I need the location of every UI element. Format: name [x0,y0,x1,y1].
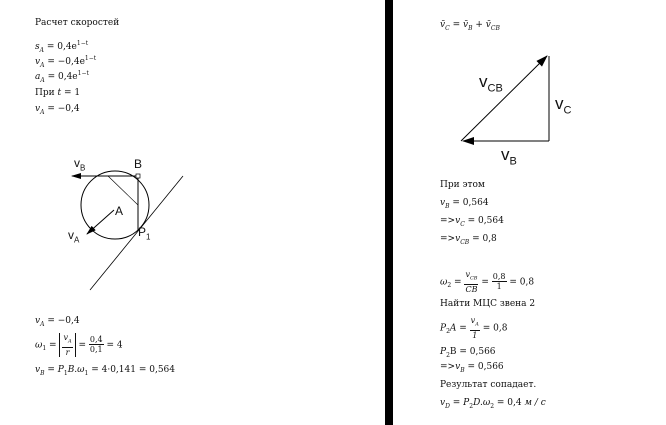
va-symbol: v [35,104,41,114]
omega2-equation: $\omega_2$ = $\frac{v_{CB}}{CB}$ = $\frac{0,8}{1}$ = 0,8 [440,270,535,294]
vb-equation: $v_B = 0,564$ [440,198,489,210]
va-rhs: = −0,4 [47,104,80,114]
label-a: A [115,204,124,218]
lower-va-line: $v_A = -0,4$ [35,316,80,328]
find-mcs-heading: Найти МЦС звена 2 [440,299,536,309]
eq-a-rhs: = 0,4e [47,72,78,82]
velocity-triangle [393,0,666,425]
eq-a-sub: A [40,76,45,84]
eq-s-symbol: s [35,42,40,52]
label-va: $v_A$ [68,228,80,245]
label-vb: $v_B$ [74,156,86,173]
label-vc: $v_C$ [555,94,572,117]
vb-line: $v_B = P_1B.\omega_1 = 4\cdot 0,141 = 0,564$ [35,365,176,377]
eq-s-sup: 1−t [76,40,89,47]
link-line [108,176,138,205]
label-vcb: $v_{CB}$ [479,72,503,95]
p2a-equation: $P_2A$ = $\frac{v_A}{1}$ = 0,8 [440,316,508,340]
eq-s-sub: A [39,46,44,54]
section-title: Расчет скоростей [35,18,120,28]
eq-v-sup: 1−t [84,55,97,62]
result-text: Результат сопадает. [440,380,537,390]
vd-equation: $v_D = P_2D.\omega_2 = 0,4$ м / с [440,398,546,410]
label-b: B [134,157,143,171]
when-var: t [57,88,62,98]
when-value: = 1 [63,88,81,98]
inclined-surface [90,176,183,290]
va-sub: A [40,108,45,116]
va-arrow [87,210,114,234]
eq-s-rhs: = 0,4e [46,42,77,52]
p2b-equation: $P_2B = 0,566$ [440,347,496,359]
omega1-abs: $\frac{v_A}{r}$ [59,333,75,357]
vector-equation: $v̄_C$ = $v̄_B$ + $v̄_{CB}$ [440,20,500,32]
eq-a-symbol: a [35,72,41,82]
with-this-label: При этом [440,180,485,190]
when-label: При [35,88,55,98]
right-page [393,0,666,425]
vcb-vector [461,56,547,141]
eq-a-sup: 1−t [77,70,89,77]
point-b-marker [136,174,140,178]
eq-v-symbol: v [35,57,41,67]
eq-v-sub: A [40,61,45,69]
omega1-fraction: $\frac{0,4}{0,1}$ [89,335,103,355]
vb2-equation: $=>v_B = 0,566$ [440,362,504,374]
omega1-line: $\omega_1$ = $\frac{v_A}{r}$ = $\frac{0,4}{0,1}$ = 4 [35,333,123,357]
vc-equation: $=>v_C = 0,564$ [440,216,504,228]
label-p1: $P_1$ [138,225,151,242]
label-vb-triangle: $v_B$ [501,145,517,168]
vcb-equation: $=>v_{CB} = 0,8$ [440,234,497,246]
page-divider [385,0,393,425]
eq-v-rhs: = −0,4e [47,57,85,67]
